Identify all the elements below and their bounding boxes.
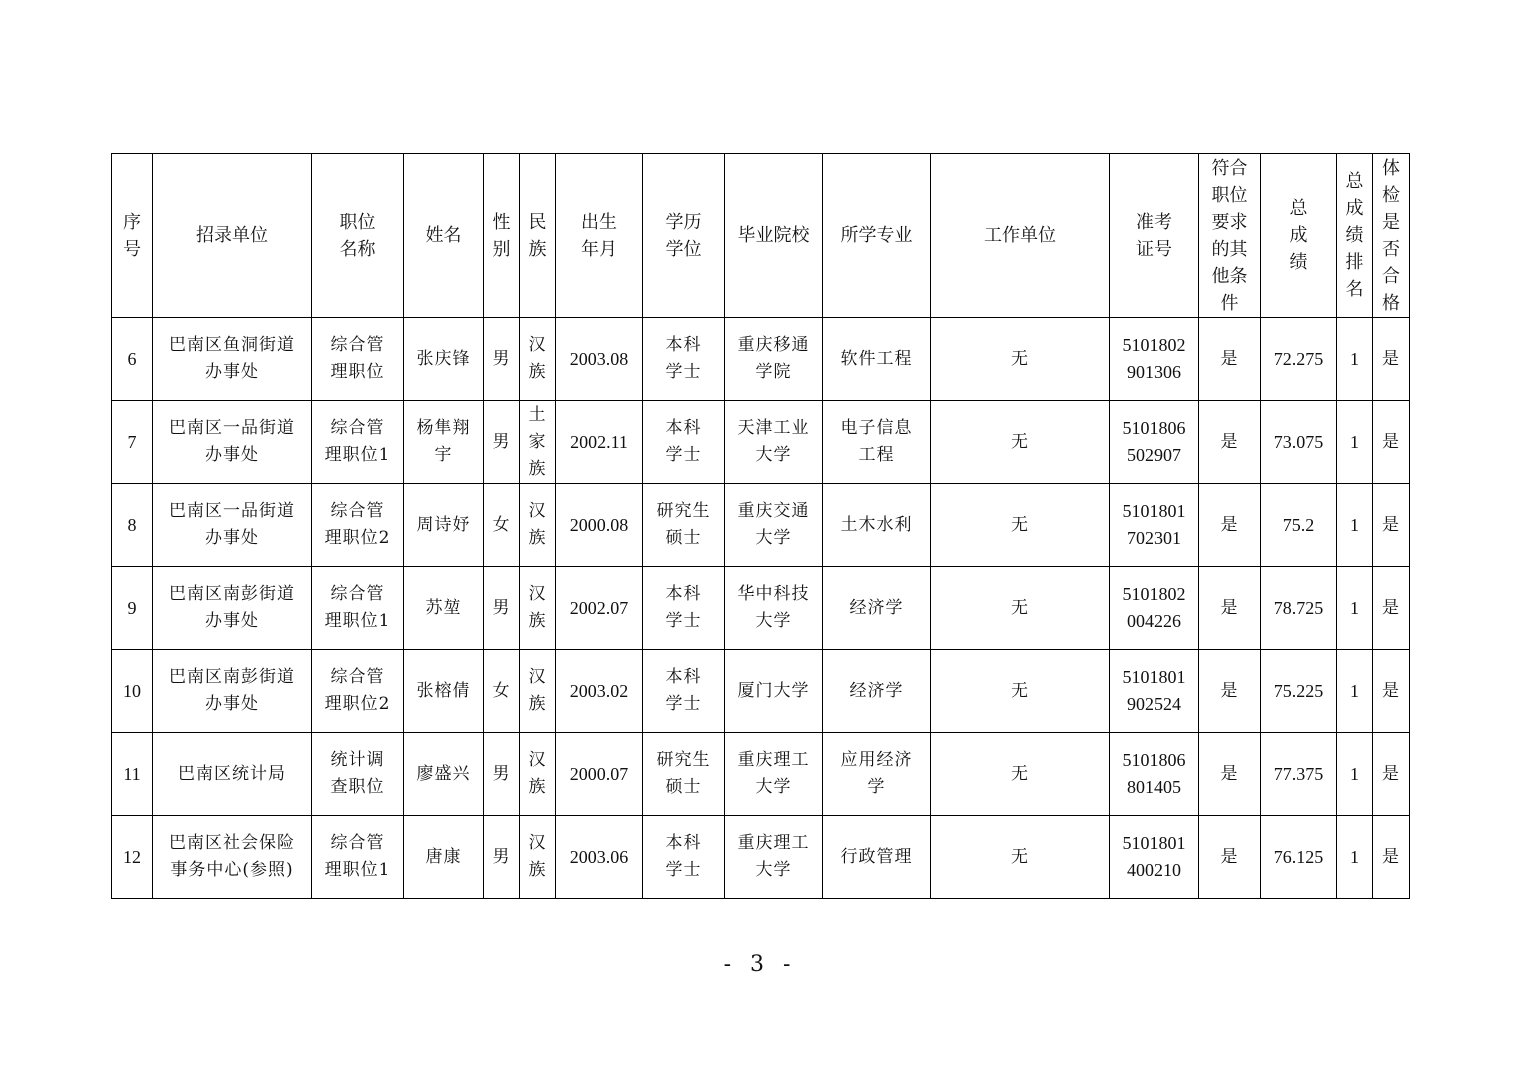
cell-value: 女 — [492, 680, 511, 701]
cell-value: 5101801 702301 — [1122, 501, 1186, 548]
table-cell — [520, 567, 556, 650]
table-cell — [725, 484, 823, 567]
cell-value: 综合管 理职位 — [330, 335, 385, 382]
cell-value: 综合管 理职位2 — [324, 667, 391, 714]
cell-value: 76.125 — [1273, 846, 1324, 867]
table-cell — [931, 318, 1110, 401]
table-cell — [484, 567, 520, 650]
cell-value: 7 — [127, 431, 137, 452]
table-cell — [556, 318, 643, 401]
table-cell — [643, 733, 725, 816]
cell-value: 75.2 — [1282, 514, 1315, 535]
column-header — [312, 154, 404, 318]
cell-value: 汉 族 — [528, 335, 547, 382]
column-header-label: 学历 学位 — [665, 211, 702, 260]
table-cell — [1199, 567, 1261, 650]
table-cell — [1261, 318, 1337, 401]
cell-value: 2000.07 — [569, 763, 629, 784]
table-cell — [153, 318, 312, 401]
cell-value: 是 — [1382, 846, 1400, 867]
cell-value: 73.075 — [1273, 431, 1324, 452]
table-cell — [931, 816, 1110, 899]
column-header — [484, 154, 520, 318]
page-number: - 3 - — [723, 952, 797, 977]
table-body — [112, 318, 1410, 899]
table-cell — [1373, 567, 1410, 650]
table-cell — [1261, 401, 1337, 484]
table-cell — [520, 484, 556, 567]
table-cell — [312, 733, 404, 816]
cell-value: 1 — [1350, 348, 1359, 369]
table-cell — [153, 816, 312, 899]
cell-value: 重庆理工 大学 — [737, 750, 810, 797]
table-cell — [823, 567, 931, 650]
cell-value: 72.275 — [1273, 348, 1324, 369]
cell-value: 77.375 — [1273, 763, 1324, 784]
cell-value: 5101801 400210 — [1122, 833, 1186, 880]
column-header-label: 姓名 — [425, 225, 462, 246]
cell-value: 10 — [123, 680, 141, 701]
table-row — [112, 733, 1410, 816]
cell-value: 女 — [492, 514, 511, 535]
cell-value: 男 — [492, 763, 511, 784]
cell-value: 2000.08 — [569, 514, 629, 535]
cell-value: 本科 学士 — [665, 335, 702, 382]
table-cell — [1373, 816, 1410, 899]
table-cell — [643, 816, 725, 899]
cell-value: 1 — [1350, 680, 1359, 701]
table-cell — [153, 567, 312, 650]
table-cell — [1110, 401, 1199, 484]
table-cell — [1110, 733, 1199, 816]
cell-value: 5101801 902524 — [1122, 667, 1186, 714]
cell-value: 无 — [1011, 597, 1029, 618]
table-cell — [112, 484, 153, 567]
cell-value: 本科 学士 — [665, 584, 702, 631]
table-cell — [404, 484, 484, 567]
column-header-label: 准考 证号 — [1136, 211, 1172, 260]
cell-value: 6 — [127, 348, 137, 369]
table-cell — [1373, 733, 1410, 816]
table-cell — [404, 318, 484, 401]
table-cell — [556, 650, 643, 733]
table-row — [112, 650, 1410, 733]
column-header — [1337, 154, 1373, 318]
table-cell — [112, 733, 153, 816]
column-header — [725, 154, 823, 318]
table-cell — [112, 401, 153, 484]
table-cell — [112, 318, 153, 401]
cell-value: 男 — [492, 597, 511, 618]
cell-value: 重庆移通 学院 — [737, 335, 810, 382]
cell-value: 重庆交通 大学 — [737, 501, 810, 548]
cell-value: 是 — [1382, 514, 1400, 535]
table-cell — [112, 650, 153, 733]
table-cell — [725, 650, 823, 733]
table-cell — [823, 650, 931, 733]
cell-value: 是 — [1382, 431, 1400, 452]
table-cell — [725, 816, 823, 899]
cell-value: 男 — [492, 846, 511, 867]
table-cell — [823, 318, 931, 401]
column-header — [520, 154, 556, 318]
table-cell — [312, 484, 404, 567]
table-cell — [312, 650, 404, 733]
cell-value: 统计调 查职位 — [330, 750, 385, 797]
cell-value: 2003.06 — [569, 846, 629, 867]
cell-value: 综合管 理职位1 — [324, 584, 391, 631]
table-cell — [1373, 401, 1410, 484]
candidate-table — [111, 153, 1410, 899]
table-row — [112, 816, 1410, 899]
table-cell — [484, 650, 520, 733]
cell-value: 是 — [1220, 846, 1239, 867]
cell-value: 无 — [1011, 680, 1029, 701]
cell-value: 1 — [1350, 431, 1359, 452]
cell-value: 汉 族 — [528, 750, 547, 797]
cell-value: 本科 学士 — [665, 667, 702, 714]
column-header — [931, 154, 1110, 318]
table-cell — [312, 567, 404, 650]
cell-value: 综合管 理职位1 — [324, 418, 391, 465]
cell-value: 汉 族 — [528, 584, 547, 631]
table-cell — [1261, 816, 1337, 899]
column-header-label: 所学专业 — [840, 225, 913, 246]
table-cell — [1337, 484, 1373, 567]
cell-value: 9 — [127, 597, 137, 618]
cell-value: 是 — [1382, 763, 1400, 784]
table-cell — [931, 733, 1110, 816]
table-cell — [312, 318, 404, 401]
cell-value: 2002.11 — [570, 431, 628, 452]
table-cell — [484, 318, 520, 401]
cell-value: 行政管理 — [840, 846, 913, 867]
cell-value: 75.225 — [1273, 680, 1324, 701]
cell-value: 8 — [127, 514, 137, 535]
cell-value: 1 — [1350, 763, 1359, 784]
table-cell — [1261, 567, 1337, 650]
table-cell — [1337, 318, 1373, 401]
cell-value: 5101806 801405 — [1122, 750, 1186, 797]
cell-value: 苏堃 — [425, 597, 462, 618]
cell-value: 厦门大学 — [737, 680, 810, 701]
table-cell — [1199, 401, 1261, 484]
cell-value: 1 — [1350, 597, 1359, 618]
table-cell — [1199, 650, 1261, 733]
cell-value: 华中科技 大学 — [737, 584, 810, 631]
table-cell — [643, 484, 725, 567]
table-cell — [404, 401, 484, 484]
table-cell — [931, 650, 1110, 733]
table-cell — [1337, 401, 1373, 484]
table-cell — [112, 816, 153, 899]
table-cell — [1337, 567, 1373, 650]
column-header-label: 工作单位 — [984, 225, 1056, 246]
table-cell — [1110, 816, 1199, 899]
table-header-row — [112, 154, 1410, 318]
cell-value: 1 — [1350, 514, 1359, 535]
table-cell — [556, 816, 643, 899]
table-cell — [1373, 484, 1410, 567]
cell-value: 无 — [1011, 348, 1029, 369]
table-cell — [1110, 650, 1199, 733]
column-header — [1199, 154, 1261, 318]
table-cell — [520, 816, 556, 899]
column-header-label: 出生 年月 — [581, 211, 617, 260]
column-header-label: 符合 职位 要求 的其 他条 件 — [1211, 157, 1248, 314]
table-cell — [643, 650, 725, 733]
cell-value: 土木水利 — [840, 514, 913, 535]
table-cell — [312, 816, 404, 899]
cell-value: 男 — [492, 431, 511, 452]
table-cell — [556, 733, 643, 816]
table-row — [112, 484, 1410, 567]
table-cell — [484, 816, 520, 899]
table-cell — [1337, 650, 1373, 733]
cell-value: 11 — [123, 763, 141, 784]
table-cell — [556, 567, 643, 650]
table-cell — [725, 401, 823, 484]
column-header — [112, 154, 153, 318]
cell-value: 经济学 — [849, 680, 904, 701]
cell-value: 是 — [1220, 431, 1239, 452]
cell-value: 巴南区统计局 — [178, 763, 286, 784]
table-cell — [931, 567, 1110, 650]
cell-value: 12 — [123, 846, 141, 867]
table-cell — [404, 567, 484, 650]
cell-value: 2002.07 — [569, 597, 629, 618]
column-header — [556, 154, 643, 318]
cell-value: 无 — [1011, 846, 1029, 867]
cell-value: 经济学 — [849, 597, 904, 618]
table-cell — [153, 484, 312, 567]
table-cell — [931, 484, 1110, 567]
table-cell — [404, 650, 484, 733]
cell-value: 软件工程 — [840, 348, 913, 369]
table-cell — [1373, 318, 1410, 401]
cell-value: 汉 族 — [528, 667, 547, 714]
cell-value: 无 — [1011, 431, 1029, 452]
cell-value: 廖盛兴 — [416, 763, 471, 784]
cell-value: 应用经济 学 — [840, 750, 913, 797]
table-cell — [1261, 650, 1337, 733]
column-header-label: 招录单位 — [196, 225, 268, 246]
table-cell — [520, 650, 556, 733]
cell-value: 巴南区社会保险 事务中心(参照) — [169, 833, 295, 880]
column-header-label: 民 族 — [528, 211, 547, 260]
cell-value: 是 — [1382, 597, 1400, 618]
cell-value: 张榕倩 — [416, 680, 471, 701]
table-cell — [1373, 650, 1410, 733]
cell-value: 本科 学士 — [665, 418, 702, 465]
cell-value: 电子信息 工程 — [840, 418, 913, 465]
table-cell — [643, 318, 725, 401]
column-header — [404, 154, 484, 318]
table-cell — [1110, 567, 1199, 650]
cell-value: 巴南区一品街道 办事处 — [169, 418, 295, 465]
cell-value: 1 — [1350, 846, 1359, 867]
cell-value: 5101802 901306 — [1122, 335, 1186, 382]
table-cell — [725, 318, 823, 401]
column-header-label: 性 别 — [492, 211, 511, 260]
table-cell — [1337, 733, 1373, 816]
table-cell — [725, 567, 823, 650]
table-cell — [153, 401, 312, 484]
cell-value: 周诗妤 — [416, 514, 471, 535]
cell-value: 2003.02 — [569, 680, 629, 701]
cell-value: 78.725 — [1273, 597, 1324, 618]
cell-value: 综合管 理职位1 — [324, 833, 391, 880]
table-cell — [1261, 484, 1337, 567]
table-row — [112, 567, 1410, 650]
column-header — [643, 154, 725, 318]
column-header-label: 职位 名称 — [339, 211, 376, 260]
cell-value: 重庆理工 大学 — [737, 833, 810, 880]
table-cell — [931, 401, 1110, 484]
cell-value: 本科 学士 — [665, 833, 702, 880]
column-header — [153, 154, 312, 318]
table-cell — [823, 816, 931, 899]
cell-value: 综合管 理职位2 — [324, 501, 391, 548]
table-cell — [823, 484, 931, 567]
table-cell — [484, 484, 520, 567]
table-cell — [643, 401, 725, 484]
cell-value: 研究生 硕士 — [656, 750, 711, 797]
cell-value: 是 — [1382, 348, 1400, 369]
table-cell — [1110, 318, 1199, 401]
cell-value: 土 家 族 — [528, 404, 547, 479]
table-cell — [643, 567, 725, 650]
table-cell — [404, 816, 484, 899]
cell-value: 张庆锋 — [416, 348, 471, 369]
table-cell — [556, 484, 643, 567]
cell-value: 5101806 502907 — [1122, 418, 1186, 465]
table-row — [112, 401, 1410, 484]
cell-value: 无 — [1011, 763, 1029, 784]
cell-value: 5101802 004226 — [1122, 584, 1186, 631]
cell-value: 无 — [1011, 514, 1029, 535]
column-header — [1261, 154, 1337, 318]
cell-value: 是 — [1382, 680, 1400, 701]
cell-value: 是 — [1220, 763, 1239, 784]
table-cell — [484, 401, 520, 484]
cell-value: 巴南区一品街道 办事处 — [169, 501, 295, 548]
cell-value: 研究生 硕士 — [656, 501, 711, 548]
table-cell — [1199, 733, 1261, 816]
table-cell — [153, 650, 312, 733]
table-cell — [1110, 484, 1199, 567]
table-cell — [556, 401, 643, 484]
table-cell — [520, 318, 556, 401]
cell-value: 是 — [1220, 514, 1239, 535]
cell-value: 天津工业 大学 — [737, 418, 810, 465]
column-header — [1110, 154, 1199, 318]
table-cell — [112, 567, 153, 650]
column-header-label: 序 号 — [123, 211, 141, 260]
table-cell — [1199, 318, 1261, 401]
cell-value: 巴南区南彭街道 办事处 — [169, 667, 295, 714]
table-cell — [823, 733, 931, 816]
table-cell — [823, 401, 931, 484]
table-cell — [725, 733, 823, 816]
cell-value: 巴南区鱼洞街道 办事处 — [169, 335, 295, 382]
column-header-label: 总 成 绩 — [1289, 198, 1308, 273]
table-cell — [404, 733, 484, 816]
cell-value: 男 — [492, 348, 511, 369]
table-cell — [484, 733, 520, 816]
table-cell — [1261, 733, 1337, 816]
column-header-label: 体 检 是 否 合 格 — [1382, 157, 1400, 314]
cell-value: 巴南区南彭街道 办事处 — [169, 584, 295, 631]
table-cell — [520, 733, 556, 816]
cell-value: 汉 族 — [528, 833, 547, 880]
table-cell — [1199, 484, 1261, 567]
table-cell — [312, 401, 404, 484]
cell-value: 是 — [1220, 348, 1239, 369]
cell-value: 是 — [1220, 597, 1239, 618]
column-header-label: 总 成 绩 排 名 — [1345, 171, 1364, 300]
table-cell — [1337, 816, 1373, 899]
table-cell — [153, 733, 312, 816]
table-cell — [1199, 816, 1261, 899]
column-header — [1373, 154, 1410, 318]
cell-value: 是 — [1220, 680, 1239, 701]
cell-value: 汉 族 — [528, 501, 547, 548]
table-cell — [520, 401, 556, 484]
cell-value: 唐康 — [425, 846, 462, 867]
column-header-label: 毕业院校 — [737, 225, 810, 246]
column-header — [823, 154, 931, 318]
table-row — [112, 318, 1410, 401]
cell-value: 杨隼翔 宇 — [416, 418, 471, 465]
cell-value: 2003.08 — [569, 348, 629, 369]
